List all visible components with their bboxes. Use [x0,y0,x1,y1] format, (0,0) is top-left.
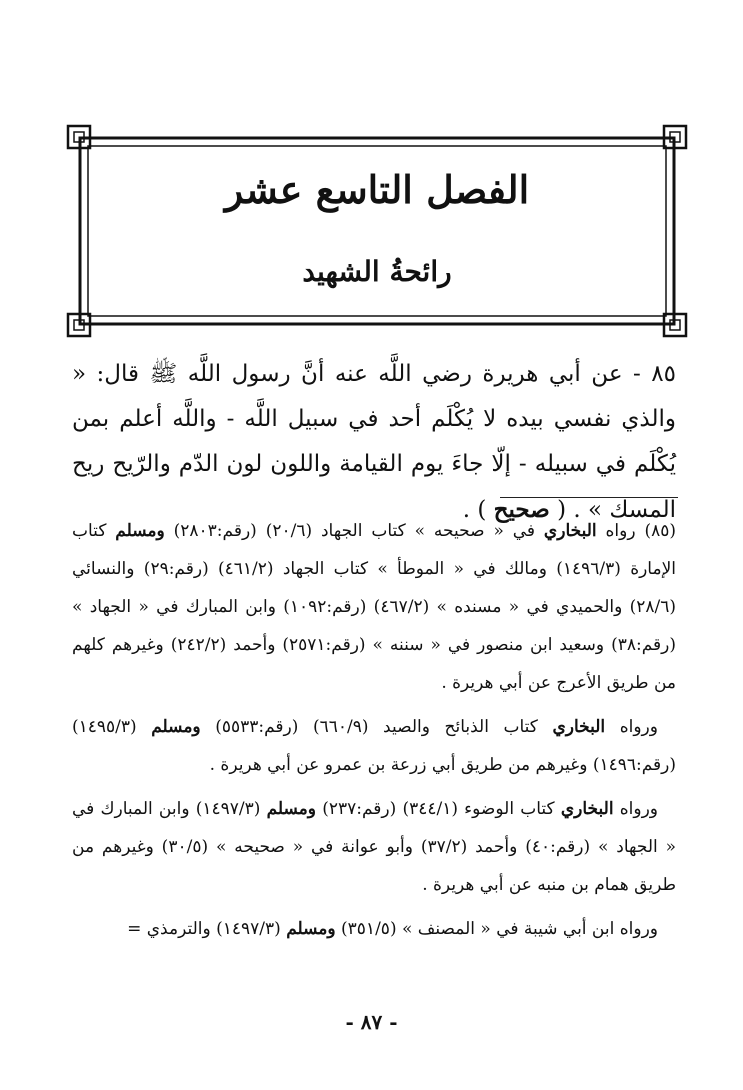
footnote-text: ورواه [605,717,658,737]
footnote-paragraph [72,708,676,784]
footnote-text: كتاب الإمارة (١٤٩٦/٣) ومالك في « الموطأ » كتاب الجهاد (٤٦١/٢) (رقم:٢٩) والنسائي (٢٨/٦) والحميدي في « مسنده » (٤٦٧/٢) (رقم:١٠٩٢) وابن المبارك في « الجهاد » (رقم:٣٨) وسعيد ابن منصور في « سننه » (رقم:٢٥٧١) وأحمد (٢٤٢/٢) وغيرهم كلهم من طريق الأعرج عن أبي هريرة . [72,521,677,693]
footnotes [72,512,676,954]
source-name: ومسلم [286,919,336,939]
footnote-paragraph [72,790,676,904]
footnote-text: ورواه [613,799,658,819]
source-name: البخاري [560,799,614,819]
hadith-body: ٨٥ - عن أبي هريرة رضي اللَّه عنه أنَّ رسول اللَّه ﷺ قال: « والذي نفسي بيده لا يُكْلَم أحد في سبيل اللَّه - واللَّه أعلم بمن يُكْلَم في سبيله - إلّا جاءَ يوم القيامة واللون لون الدّم والرّيح ريح المسك » . ( [72,361,676,523]
source-name: البخاري [543,521,597,541]
hadith-text [72,352,676,533]
footnote-text: (١٤٩٧/٣) وابن المبارك في « الجهاد » (رقم:٤٠) وأحمد (٣٧/٢) وأبو عوانة في « صحيحه » (٣٠/٥) وغيرهم من طريق همام بن منبه عن أبي هريرة . [72,799,677,895]
source-name: ومسلم [151,717,201,737]
chapter-subtitle: رائحةُ الشهيد [302,255,452,288]
footnote-text: كتاب الوضوء (٣٤٤/١) (رقم:٢٣٧) [316,799,561,819]
footnote-text: في « صحيحه » كتاب الجهاد (٢٠/٦) (رقم:٢٨٠٣) [164,521,544,541]
footnote-text: (٨٥) رواه [596,521,676,541]
footnote-paragraph [72,910,676,948]
footnote-text: (١٤٩٧/٣) والترمذي = [127,919,287,939]
chapter-title: الفصل التاسع عشر [224,167,530,212]
page-number: - ٨٧ - [345,1010,398,1034]
footnote-divider [500,497,678,498]
footnote-paragraph [72,512,676,702]
chapter-heading [90,150,664,318]
footnote-text: (١٤٩٥/٣) (رقم:١٤٩٦) وغيرهم من طريق أبي زرعة بن عمرو عن أبي هريرة . [72,717,676,775]
footnote-text: ورواه ابن أبي شيبة في « المصنف » (٣٥١/٥) [335,919,658,939]
source-name: البخاري [552,717,606,737]
source-name: ومسلم [266,799,317,819]
hadith-end: ) . [462,497,487,523]
source-name: ومسلم [115,521,165,541]
footnote-text: كتاب الذبائح والصيد (٦٦٠/٩) (رقم:٥٥٣٣) [200,717,553,737]
hadith-grade: صحيح [493,496,550,523]
